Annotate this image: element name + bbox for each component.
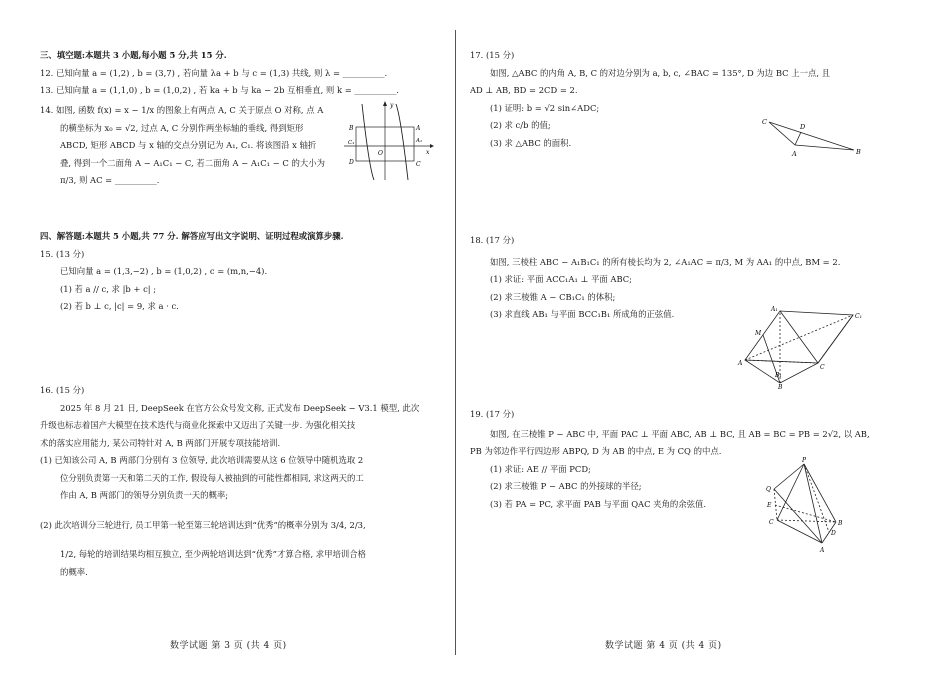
q16-line-9: 的概率. bbox=[60, 566, 88, 577]
fig17-label-C: C bbox=[762, 118, 767, 126]
solve-title: 四、解答题:本题共 5 小题,共 77 分. 解答应写出文字说明、证明过程或演算步骤. bbox=[40, 231, 344, 241]
q15-line-1: 已知向量 a = (1,3,−2) , b = (1,0,2) , c = (m,n,−4). bbox=[60, 266, 268, 276]
fig14-label-C1: C₁ bbox=[348, 140, 355, 146]
question-16 bbox=[40, 382, 445, 581]
fig14-label-B: B bbox=[349, 125, 354, 132]
q19-head: 19. (17 分) bbox=[470, 409, 515, 419]
fig18-label-M: M bbox=[755, 330, 762, 337]
q18-line-4: (3) 求直线 AB₁ 与平面 BCC₁B₁ 所成角的正弦值. bbox=[490, 309, 675, 319]
fig17-label-A: A bbox=[792, 150, 797, 158]
q18-head: 18. (17 分) bbox=[470, 235, 515, 245]
q18-line-2: (1) 求证: 平面 ACC₁A₁ ⊥ 平面 ABC; bbox=[490, 274, 632, 284]
question-12: 12. 已知向量 a = (1,2) , b = (3,7) , 若向量 λa + b 与 c = (1,3) 共线, 则 λ = __________. bbox=[40, 67, 388, 78]
q16-line-1: 2025 年 8 月 21 日, DeepSeek 在官方公众号发文称, 正式发布 DeepSeek − V3.1 模型, 此次 bbox=[60, 402, 420, 413]
q17-figure bbox=[755, 112, 870, 162]
fill-in-section bbox=[40, 47, 445, 100]
page-3-footer: 数学试题 第 3 页 (共 4 页) bbox=[170, 641, 287, 651]
question-13: 13. 已知向量 a = (1,1,0) , b = (1,0,2) , 若 ka + b 与 ka − 2b 互相垂直, 则 k = __________. bbox=[40, 85, 399, 95]
fig17-label-D: D bbox=[800, 123, 806, 131]
fig19-label-E: E bbox=[767, 502, 772, 509]
fig14-label-A: A bbox=[416, 125, 421, 132]
q17-line-5: (3) 求 △ABC 的面积. bbox=[490, 137, 572, 148]
page-3-column bbox=[40, 0, 445, 688]
q16-head: 16. (15 分) bbox=[40, 385, 85, 395]
column-divider bbox=[455, 30, 456, 655]
fig19-label-C: C bbox=[769, 519, 774, 526]
q18-figure bbox=[735, 305, 870, 390]
fig19-label-B: B bbox=[838, 520, 843, 527]
q17-line-1: 如图, △ABC 的内角 A, B, C 的对边分别为 a, b, c, ∠BAC = 135°, D 为边 BC 上一点, 且 bbox=[490, 67, 831, 78]
q19-line-5: (3) 若 PA = PC, 求平面 PAB 与平面 QAC 夹角的余弦值. bbox=[490, 498, 707, 509]
fig14-label-C: C bbox=[416, 161, 421, 168]
q16-line-4: (1) 已知该公司 A, B 两部门分别有 3 位领导, 此次培训需要从这 6 位领导中随机选取 2 bbox=[40, 455, 364, 465]
fig18-label-A1: A₁ bbox=[771, 306, 778, 313]
question-14 bbox=[40, 102, 370, 190]
q14-line-1: 14. 如图, 函数 f(x) = x − 1/x 的图象上有两点 A, C 关于原点 O 对称, 点 A bbox=[40, 105, 324, 115]
fig19-label-P: P bbox=[802, 457, 807, 464]
question-15 bbox=[40, 228, 445, 316]
q14-line-2: 的横坐标为 x₀ = √2, 过点 A, C 分别作两坐标轴的垂线, 得到矩形 bbox=[60, 122, 304, 133]
q14-figure bbox=[340, 100, 435, 182]
fig14-label-D: D bbox=[349, 159, 354, 166]
fig18-label-C1: C₁ bbox=[855, 313, 862, 320]
q19-figure bbox=[760, 455, 850, 555]
fig14-label-O: O bbox=[378, 150, 383, 157]
fig18-label-A: A bbox=[738, 360, 743, 367]
fig14-label-x: x bbox=[426, 149, 430, 156]
q15-line-3: (2) 若 b ⊥ c, |c| = 9, 求 a · c. bbox=[60, 301, 179, 311]
q16-line-3: 术的落实应用能力, 某公司特针对 A, B 两部门开展专项技能培训. bbox=[40, 437, 281, 448]
q15-head: 15. (13 分) bbox=[40, 248, 85, 259]
fig18-label-B1: B₁ bbox=[775, 372, 782, 379]
q18-line-1: 如图, 三棱柱 ABC − A₁B₁C₁ 的所有棱长均为 2, ∠A₁AC = π/3, M 为 AA₁ 的中点, BM = 2. bbox=[490, 256, 841, 267]
page-4-column bbox=[470, 0, 875, 688]
q19-line-2: PB 为邻边作平行四边形 ABPQ, D 为 AB 的中点, E 为 CQ 的中点. bbox=[470, 446, 722, 456]
q17-line-4: (2) 求 c/b 的值; bbox=[490, 120, 551, 130]
q15-line-2: (1) 若 a // c, 求 |b + c| ; bbox=[60, 283, 157, 294]
fig18-label-C: C bbox=[820, 364, 825, 371]
fig19-label-Q: Q bbox=[766, 486, 771, 493]
q14-line-4: 叠, 得到一个二面角 A − A₁C₁ − C, 若二面角 A − A₁C₁ − C 的大小为 bbox=[60, 157, 325, 168]
fig19-label-D: D bbox=[831, 530, 836, 537]
q16-line-6: 作由 A, B 两部门的领导分别负责一天的概率; bbox=[60, 490, 229, 500]
fig18-label-B: B bbox=[778, 384, 783, 390]
q19-line-1: 如图, 在三棱锥 P − ABC 中, 平面 PAC ⊥ 平面 ABC, AB ⊥ BC, 且 AB = BC = PB = 2√2, 以 AB, bbox=[490, 428, 870, 439]
q19-line-4: (2) 求三棱锥 P − ABC 的外接球的半径; bbox=[490, 481, 642, 491]
q19-line-3: (1) 求证: AE // 平面 PCD; bbox=[490, 463, 591, 474]
q18-line-3: (2) 求三棱锥 A − CB₁C₁ 的体积; bbox=[490, 291, 616, 302]
page-4-footer: 数学试题 第 4 页 (共 4 页) bbox=[605, 641, 722, 651]
fig14-label-A1: A₁ bbox=[416, 138, 423, 144]
fig14-label-y: y bbox=[390, 102, 394, 109]
q16-line-7: (2) 此次培训分三轮进行, 员工甲第一轮至第三轮培训达到“优秀”的概率分别为 3/4, 2/3, bbox=[40, 519, 366, 530]
q16-line-2: 升级也标志着国产大模型在技术迭代与商业化探索中又迈出了关键一步. 为强化相关技 bbox=[40, 420, 356, 430]
q16-line-8: 1/2, 每轮的培训结果均相互独立, 至少两轮培训达到“优秀”才算合格, 求甲培训合格 bbox=[60, 549, 367, 559]
q16-line-5: 位分别负责第一天和第二天的工作, 假设每人被抽到的可能性都相同, 求这两天的工 bbox=[60, 472, 364, 483]
fill-in-title: 三、填空题:本题共 3 小题,每小题 5 分,共 15 分. bbox=[40, 50, 227, 60]
q14-line-5: π/3, 则 AC = __________. bbox=[60, 175, 160, 185]
q14-line-3: ABCD, 矩形 ABCD 与 x 轴的交点分别记为 A₁, C₁. 将该图沿 x 轴折 bbox=[60, 140, 317, 150]
q17-line-3: (1) 证明: b = √2 sin∠ADC; bbox=[490, 102, 600, 113]
q17-line-2: AD ⊥ AB, BD = 2CD = 2. bbox=[470, 85, 578, 95]
fig19-label-A: A bbox=[820, 547, 825, 554]
q17-head: 17. (15 分) bbox=[470, 50, 515, 60]
fig17-label-B: B bbox=[856, 148, 861, 156]
